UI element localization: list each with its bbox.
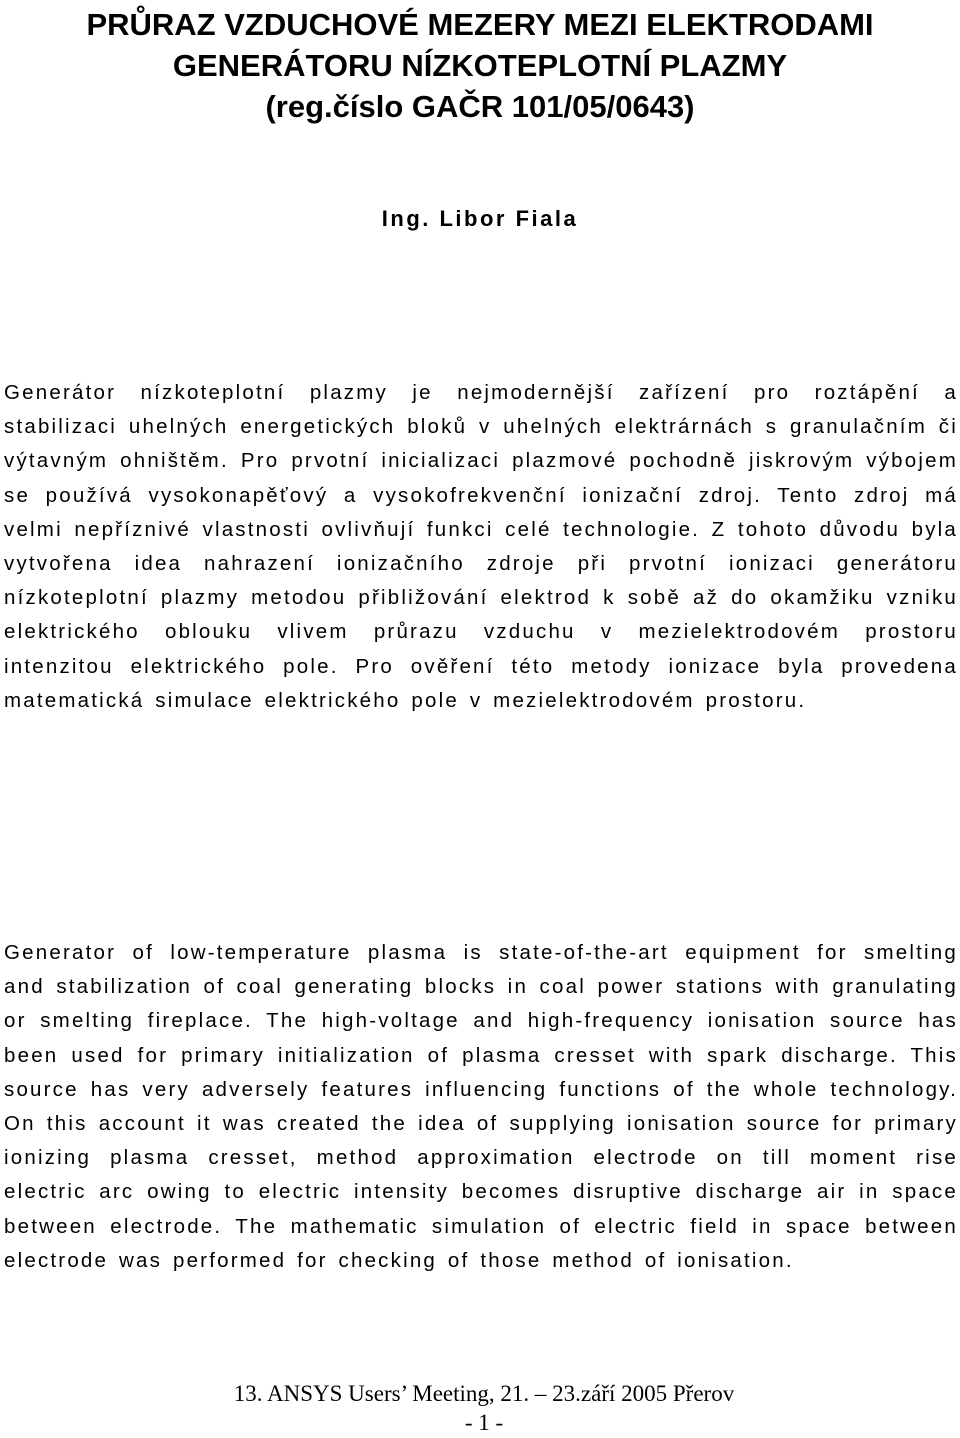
footer-conference: 13. ANSYS Users’ Meeting, 21. – 23.září 2005 Přerov [233,1381,735,1406]
page-number: - 1 - [464,1410,504,1435]
abstract-english: Generator of low-temperature plasma is state-of-the-art equipment for smelting and stabilization of coal generating blocks in coal power stations with granulating or smelting fireplace. The high-voltage and high-frequency ionisation source has been used for primary initialization of plasma cresset with spark discharge. This source has very adversely features influencing functions of the whole technology. On this account it was created the idea of supplying ionisation source for primary ionizing plasma cresset, method approximation electrode on till moment rise electric arc owing to electric intensity becomes disruptive discharge air in space between electrode. The mathematic simulation of electric field in space between electrode was performed for checking of those method of ionisation. [4,941,958,1272]
paper-title [0,4,960,127]
abstract-czech: Generátor nízkoteplotní plazmy je nejmodernější zařízení pro roztápění a stabilizaci uhelných energetických bloků v uhelných elektrárnách s granulačním či výtavným ohništěm. Pro prvotní inicializaci plazmové pochodně jiskrovým výbojem se používá vysokonapěťový a vysokofrekvenční ionizační zdroj. Tento zdroj má velmi nepříznivé vlastnosti ovlivňují funkci celé technologie. Z tohoto důvodu byla vytvořena idea nahrazení ionizačního zdroje při prvotní ionizaci generátoru nízkoteplotní plazmy metodou přibližování elektrod k sobě až do okamžiku vzniku elektrického oblouku vlivem průrazu vzduchu v mezielektrodovém prostoru intenzitou elektrického pole. Pro ověření této metody ionizace byla provedena matematická simulace elektrického pole v mezielektrodovém prostoru. [4,381,958,712]
author-name: Ing. Libor Fiala [381,206,579,231]
title-line-1: PRŮRAZ VZDUCHOVÉ MEZERY MEZI ELEKTRODAMI [86,7,874,42]
title-line-3: (reg.číslo GAČR 101/05/0643) [265,89,695,124]
title-line-2: GENERÁTORU NÍZKOTEPLOTNÍ PLAZMY [172,48,788,83]
